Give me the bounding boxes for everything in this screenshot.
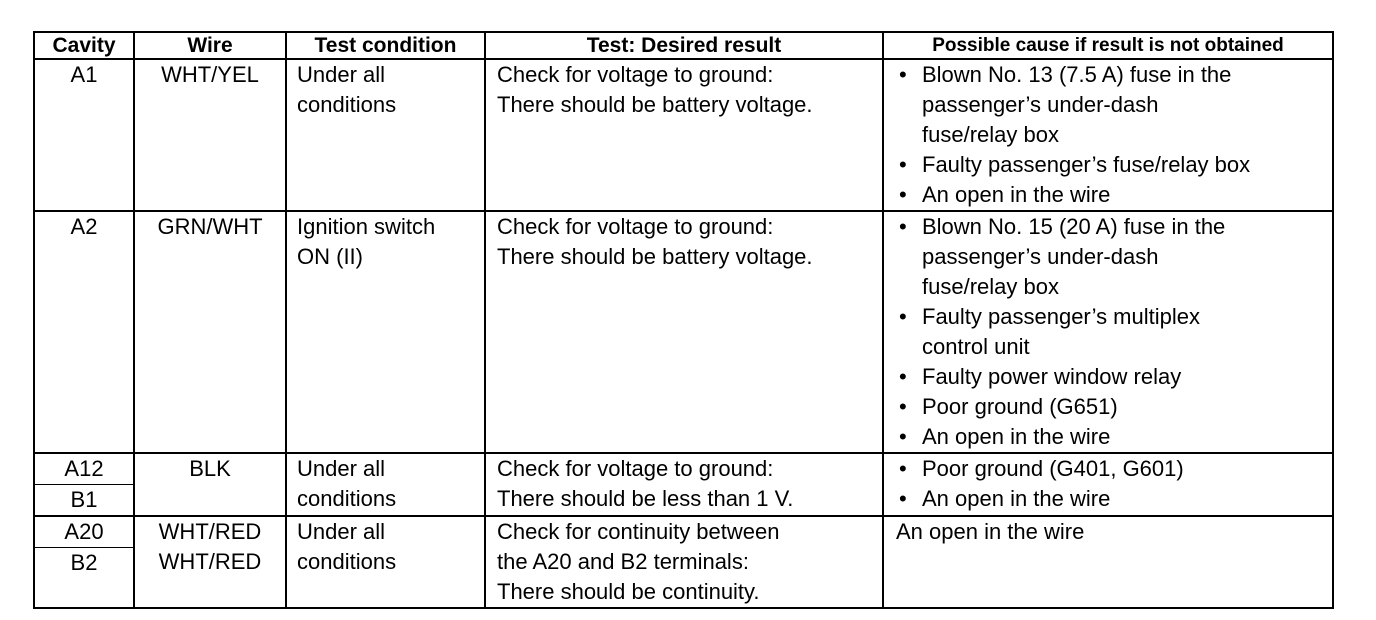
cause-line: Poor ground (G401, G601)	[922, 456, 1184, 481]
bullet-icon: •	[899, 456, 907, 481]
wire-cell	[134, 516, 286, 608]
cause-item	[896, 454, 1332, 484]
bullet-icon: •	[899, 486, 907, 511]
result-line: Check for voltage to ground:	[497, 62, 774, 87]
table-row	[34, 211, 1333, 453]
cause-line: Poor ground (G651)	[922, 394, 1118, 419]
cause-line: An open in the wire	[922, 182, 1111, 207]
cavity-value: B2	[35, 547, 133, 578]
wire-cell: GRN/WHT	[134, 211, 286, 453]
bullet-icon: •	[899, 152, 907, 177]
header-test-result: Test: Desired result	[485, 32, 883, 59]
bullet-icon: •	[899, 394, 907, 419]
cause-cell	[883, 211, 1333, 453]
bullet-icon: •	[899, 62, 907, 87]
table-row	[34, 516, 1333, 608]
condition-line: Under all	[297, 62, 386, 87]
cause-item	[896, 422, 1332, 452]
cause-line: Blown No. 15 (20 A) fuse in the	[922, 214, 1226, 239]
result-cell	[485, 453, 883, 516]
result-cell	[485, 59, 883, 211]
cause-item	[896, 60, 1332, 150]
cause-line: An open in the wire	[922, 486, 1111, 511]
result-line: Check for voltage to ground:	[497, 456, 774, 481]
header-test-condition: Test condition	[286, 32, 485, 59]
cavity-value: A20	[64, 519, 104, 544]
cause-item	[896, 180, 1332, 210]
condition-cell	[286, 59, 485, 211]
result-line: There should be less than 1 V.	[497, 486, 794, 511]
bullet-icon: •	[899, 304, 907, 329]
condition-line: Ignition switch	[297, 214, 436, 239]
cause-cell	[883, 516, 1333, 608]
cause-cell	[883, 453, 1333, 516]
bullet-icon: •	[899, 214, 907, 239]
result-line: There should be battery voltage.	[497, 92, 813, 117]
condition-line: conditions	[297, 549, 397, 574]
cause-line: control unit	[922, 334, 1030, 359]
condition-cell	[286, 453, 485, 516]
result-line: There should be continuity.	[497, 579, 760, 604]
wire-cell: BLK	[134, 453, 286, 516]
cause-line: Faulty passenger’s multiplex	[922, 304, 1200, 329]
condition-line: Under all	[297, 519, 386, 544]
cavity-cell: A2	[34, 211, 134, 453]
bullet-icon: •	[899, 364, 907, 389]
result-cell	[485, 516, 883, 608]
cause-cell	[883, 59, 1333, 211]
cavity-value: B1	[35, 484, 133, 515]
wire-value: WHT/RED	[158, 549, 262, 574]
cavity-cell	[34, 516, 134, 608]
cause-line: An open in the wire	[922, 424, 1111, 449]
cavity-cell: A1	[34, 59, 134, 211]
header-row	[34, 32, 1333, 59]
result-line: Check for continuity between	[497, 519, 780, 544]
cause-item	[896, 212, 1332, 302]
cause-item	[896, 302, 1332, 362]
header-cavity: Cavity	[34, 32, 134, 59]
result-line: the A20 and B2 terminals:	[497, 549, 749, 574]
table-row	[34, 453, 1333, 516]
result-line: There should be battery voltage.	[497, 244, 813, 269]
wire-value: WHT/RED	[158, 519, 262, 544]
cause-line: fuse/relay box	[922, 274, 1059, 299]
cause-line: passenger’s under-dash	[922, 92, 1159, 117]
condition-line: conditions	[297, 92, 397, 117]
condition-line: Under all	[297, 456, 386, 481]
cause-line: Faulty power window relay	[922, 364, 1182, 389]
cause-item	[896, 150, 1332, 180]
cause-line: An open in the wire	[896, 519, 1085, 544]
wire-cell: WHT/YEL	[134, 59, 286, 211]
result-line: Check for voltage to ground:	[497, 214, 774, 239]
bullet-icon: •	[899, 182, 907, 207]
cause-line: Faulty passenger’s fuse/relay box	[922, 152, 1251, 177]
header-possible-cause: Possible cause if result is not obtained	[883, 32, 1333, 59]
cause-item	[896, 392, 1332, 422]
result-cell	[485, 211, 883, 453]
condition-cell	[286, 516, 485, 608]
bullet-icon: •	[899, 424, 907, 449]
condition-cell	[286, 211, 485, 453]
diagnostic-table	[33, 31, 1334, 609]
cavity-value: A12	[64, 456, 104, 481]
condition-line: ON (II)	[297, 244, 363, 269]
condition-line: conditions	[297, 486, 397, 511]
table-row	[34, 59, 1333, 211]
header-wire: Wire	[134, 32, 286, 59]
cause-item	[896, 484, 1332, 514]
cause-line: fuse/relay box	[922, 122, 1059, 147]
cause-item	[896, 362, 1332, 392]
cavity-cell	[34, 453, 134, 516]
cause-line: passenger’s under-dash	[922, 244, 1159, 269]
cause-line: Blown No. 13 (7.5 A) fuse in the	[922, 62, 1232, 87]
